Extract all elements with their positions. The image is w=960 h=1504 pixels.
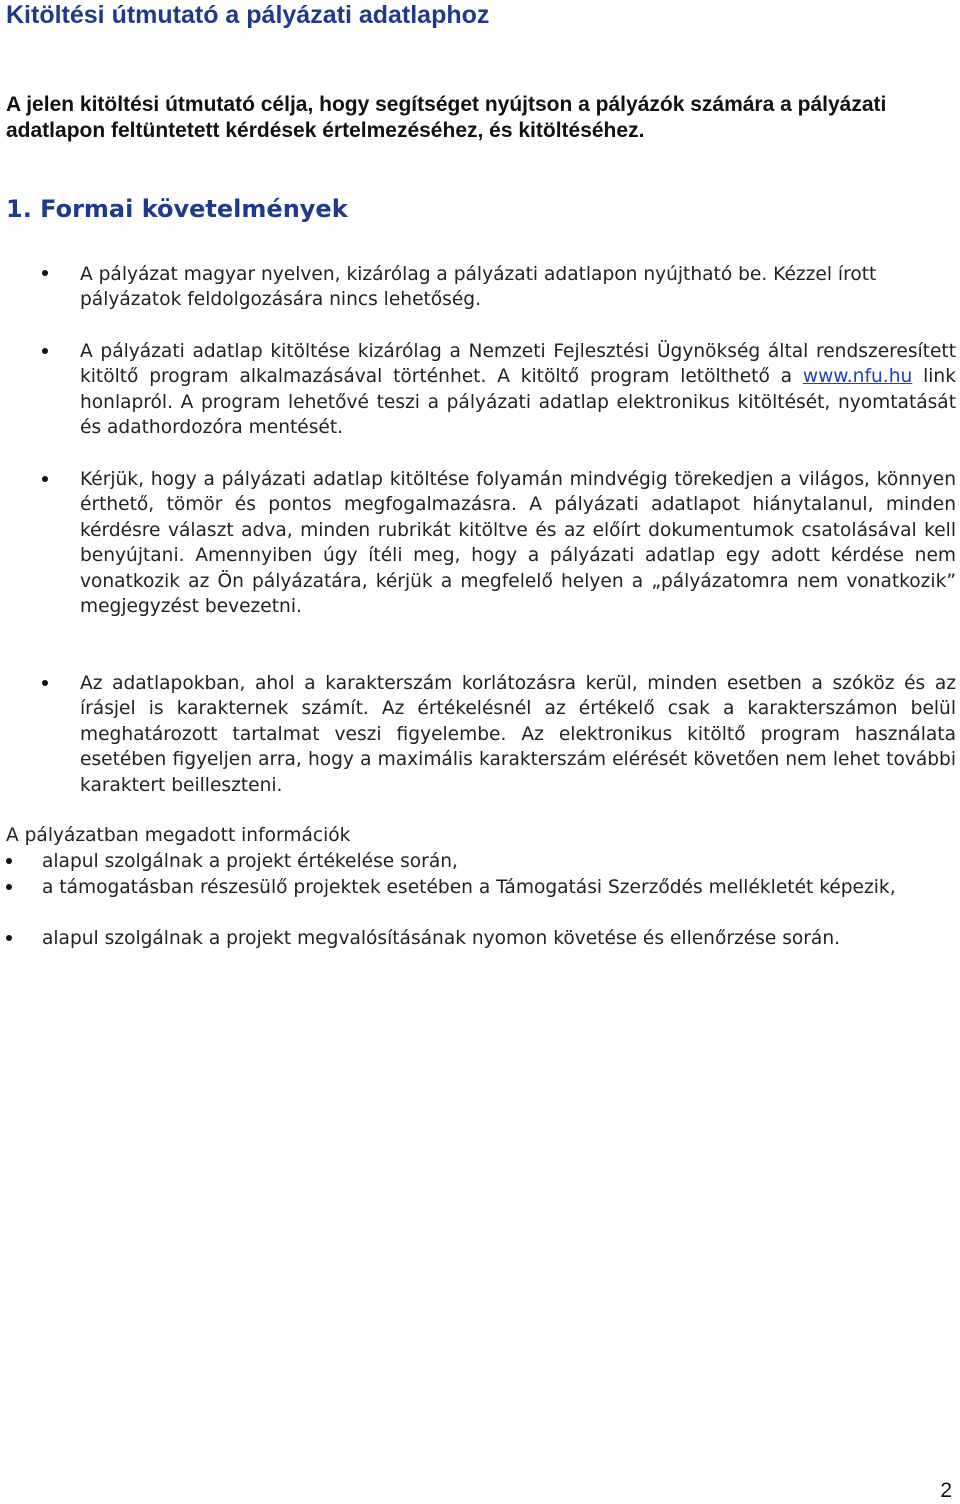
intro-paragraph: A jelen kitöltési útmutató célja, hogy segítséget nyújtson a pályázók számára a pályázati adatlapon feltüntetett kérdések értelmezéséhez, és kitöltéséhez.: [6, 93, 887, 142]
requirement-bullet-program-text-end: link honlapról. A program lehetővé teszi a pályázati adatlap elektronikus kitöltését, nyomtatását és adathordozóra mentését.: [80, 366, 956, 439]
page-title: Kitöltési útmutató a pályázati adatlaphoz: [6, 1, 490, 29]
info-lead-text: A pályázatban megadott információk: [6, 825, 351, 846]
bullet-icon: [42, 270, 48, 276]
bullet-icon: [42, 680, 48, 686]
requirement-bullet-clarity: Kérjük, hogy a pályázati adatlap kitöltése folyamán mindvégig törekedjen a világos, könnyen érthető, tömör és pontos megfogalmazásra. A pályázati adatlapot hiánytalanul, minden kérdésre választ adva, minden rubrikát kitöltve és az előírt dokumentumok csatolásával kell benyújtani. Amennyiben úgy ítéli meg, hogy a pályázati adatlap egy adott kérdése nem vonatkozik az Ön pályázatára, kérjük a megfelelő helyen a „pályázatomra nem vonatkozik” megjegyzést bevezetni.: [80, 469, 956, 618]
info-list-item: a támogatásban részesülő projektek esetében a Támogatási Szerződés mellékletét képezik,: [42, 877, 896, 898]
requirement-bullet-language: A pályázat magyar nyelven, kizárólag a pályázati adatlapon nyújtható be. Kézzel írott pályázatok feldolgozására nincs lehetőség.: [80, 264, 877, 311]
info-list-item: alapul szolgálnak a projekt értékelése során,: [42, 851, 458, 872]
bullet-icon: [6, 935, 12, 941]
bullet-icon: [6, 858, 12, 864]
section-heading-formal-requirements: 1. Formai követelmények: [6, 195, 348, 223]
info-list-item: alapul szolgálnak a projekt megvalósításának nyomon követése és ellenőrzése során.: [42, 928, 841, 949]
requirement-bullet-program-text: A pályázati adatlap kitöltése kizárólag a Nemzeti Fejlesztési Ügynökség által rendszeresített kitöltő program alkalmazásával történhet. A kitöltő program letölthető a: [80, 341, 956, 388]
bullet-icon: [42, 476, 48, 482]
bullet-icon: [42, 348, 48, 354]
requirement-bullet-character-limit: Az adatlapokban, ahol a karakterszám korlátozásra kerül, minden esetben a szóköz és az írásjel is karakternek számít. Az értékelésnél az értékelő csak a karakterszámon belül meghatározott tartalmat veszi figyelembe. Az elektronikus kitöltő program használata esetében figyeljen arra, hogy a maximális karakterszám elérését követően nem lehet további karaktert beilleszteni.: [80, 673, 956, 796]
requirement-bullet-program: [80, 339, 956, 441]
bullet-icon: [6, 884, 12, 890]
page-number: 2: [940, 1479, 952, 1502]
nfu-website-link[interactable]: www.nfu.hu: [802, 366, 913, 388]
